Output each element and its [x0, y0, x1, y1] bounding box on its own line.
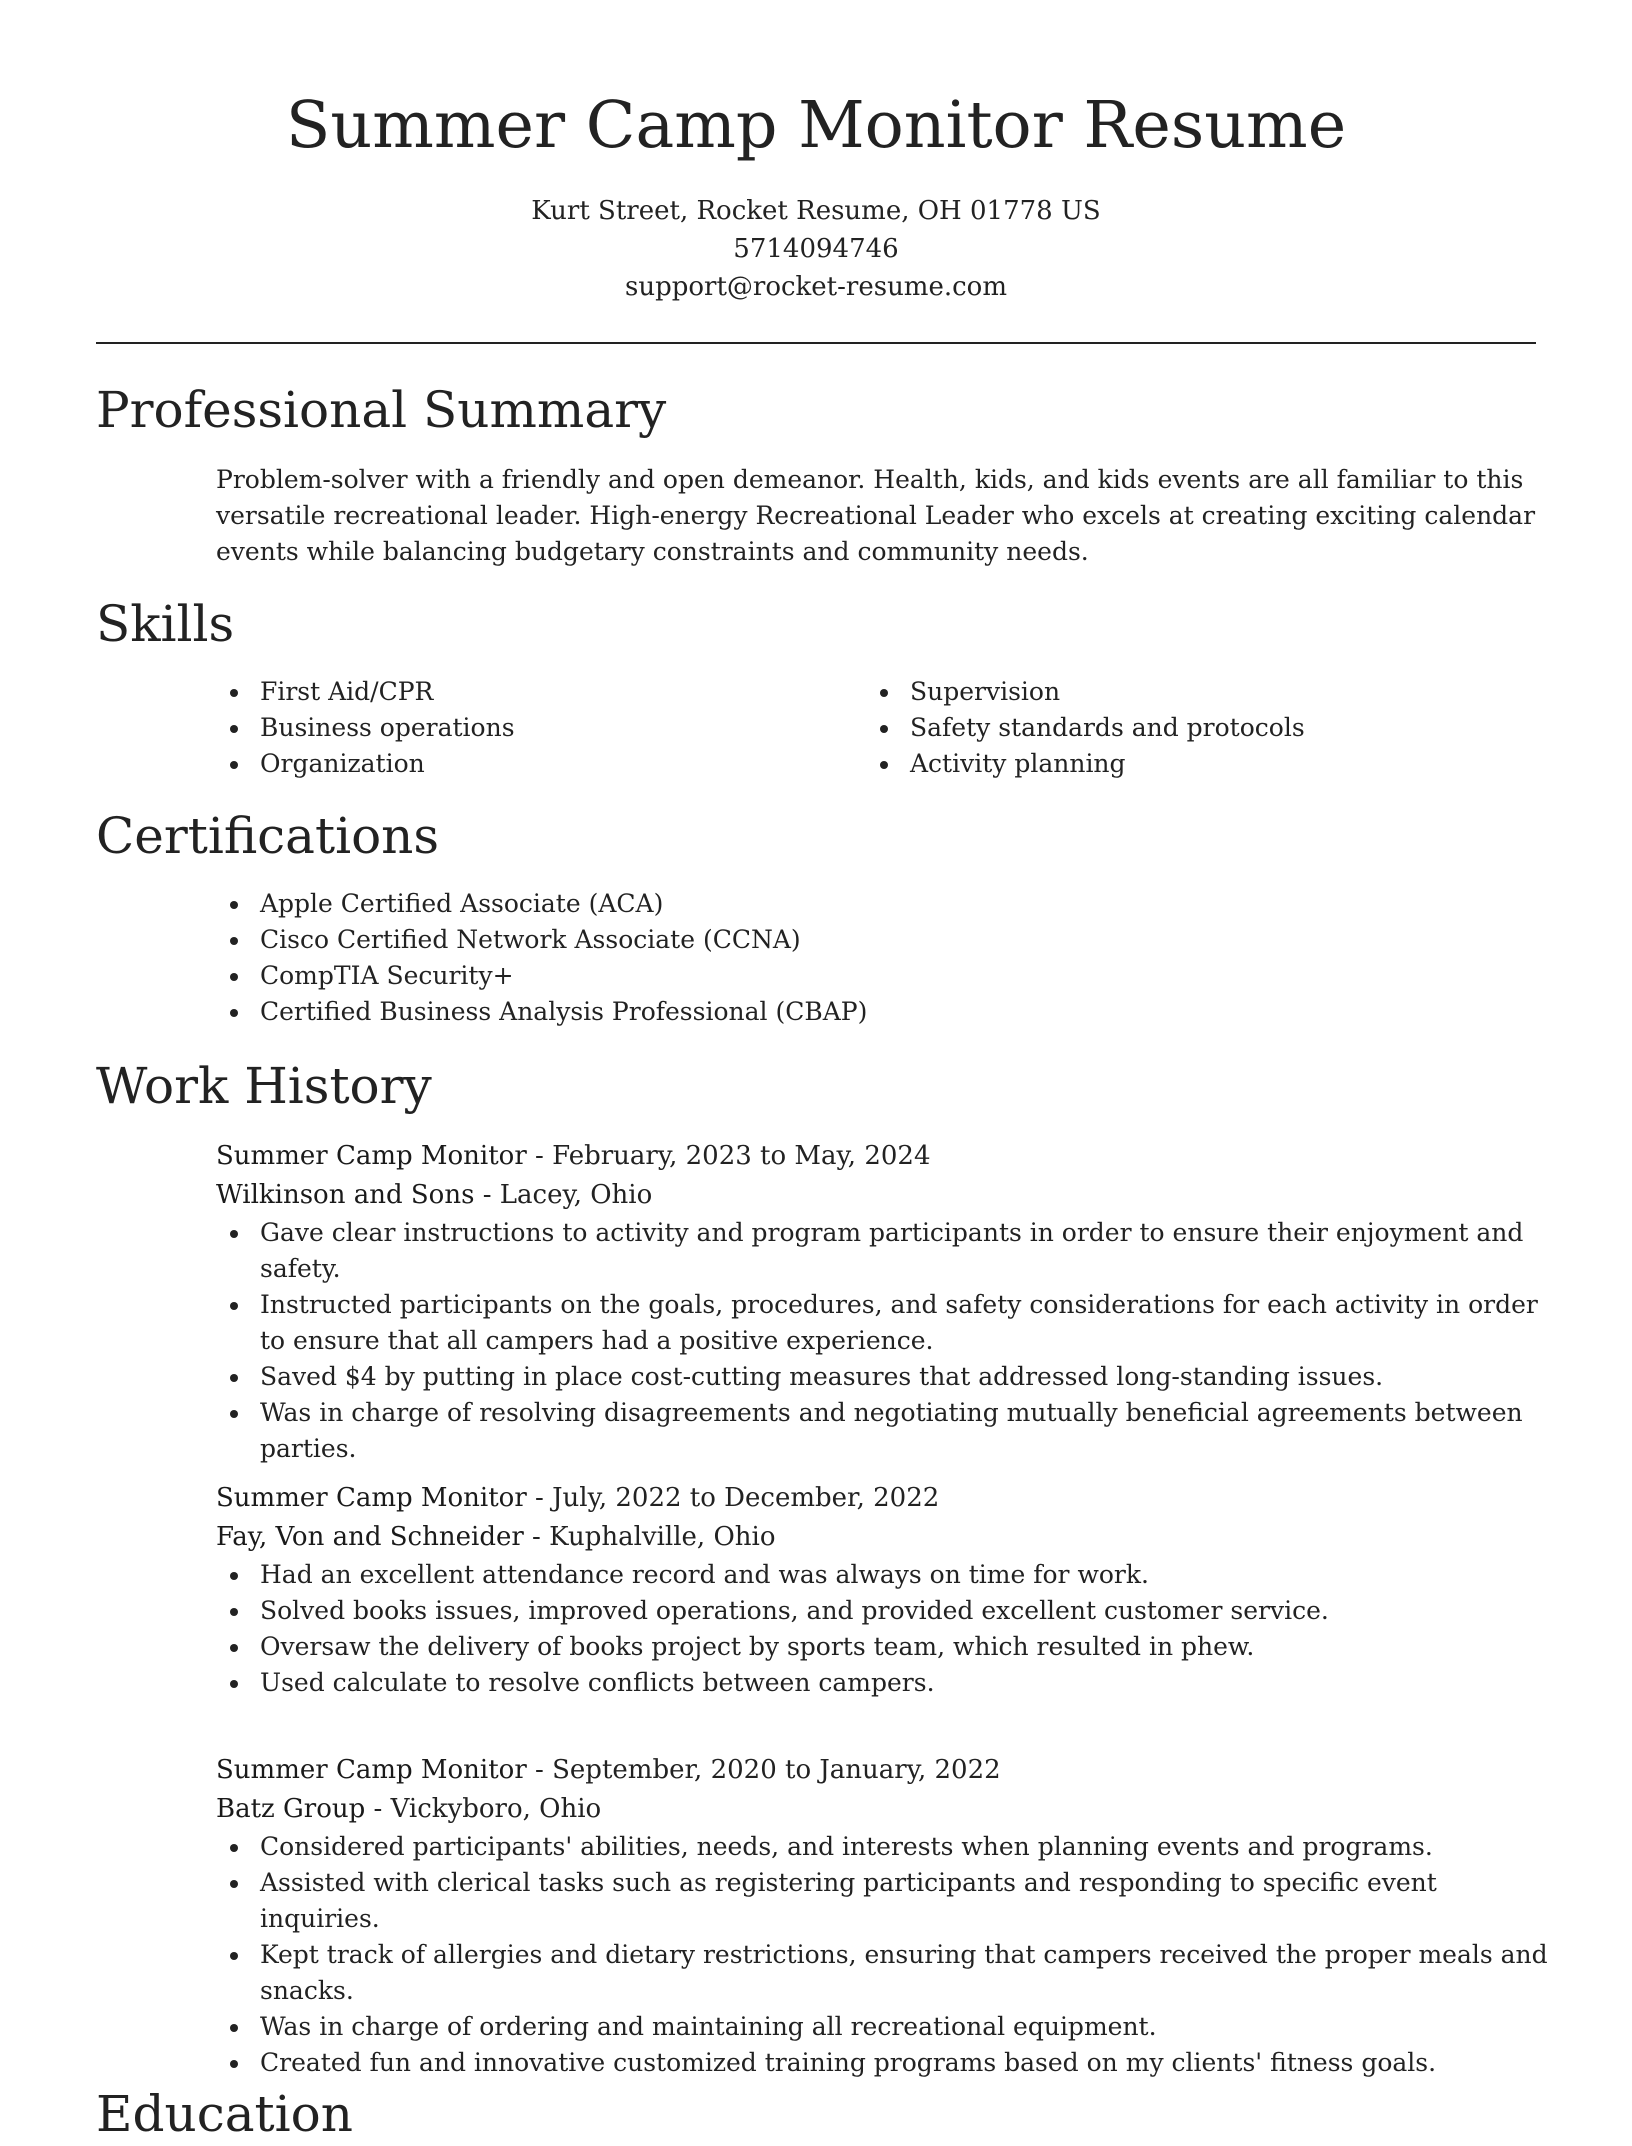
job-dates: July, 2022 to December, 2022: [552, 1483, 940, 1513]
job-company-line: [216, 1176, 1556, 1215]
job-entry: [216, 1137, 1556, 1467]
job-bullet: Used calculate to resolve conflicts between campers.: [216, 1665, 1556, 1701]
job-entry: [216, 1751, 1556, 2081]
job-company-line: [216, 1790, 1556, 1829]
job-company: Batz Group: [216, 1794, 366, 1824]
job-entry: [216, 1479, 1556, 1701]
job-bullet: Assisted with clerical tasks such as registering participants and responding to specific event inquiries.: [216, 1865, 1556, 1937]
job-company-line: [216, 1518, 1556, 1557]
job-bullet: Created fun and innovative customized training programs based on my clients' fitness goals.: [216, 2045, 1556, 2081]
job-bullet: Was in charge of resolving disagreements and negotiating mutually beneficial agreements between parties.: [216, 1395, 1556, 1467]
job-bullet: Was in charge of ordering and maintaining all recreational equipment.: [216, 2009, 1556, 2045]
contact-address: Kurt Street, Rocket Resume, OH 01778 US: [531, 196, 1101, 226]
job-dates: February, 2023 to May, 2024: [552, 1141, 931, 1171]
certifications-heading: Certifications: [96, 807, 440, 865]
job-location: Lacey, Ohio: [499, 1180, 653, 1210]
job-title: Summer Camp Monitor: [216, 1483, 527, 1513]
job-separator: -: [526, 1483, 553, 1513]
skill-item: Supervision: [866, 674, 1516, 710]
job-location: Kuphalville, Ohio: [549, 1522, 776, 1552]
job-bullet: Oversaw the delivery of books project by sports team, which resulted in phew.: [216, 1629, 1556, 1665]
job-bullet: Saved $4 by putting in place cost-cutting measures that addressed long-standing issues.: [216, 1359, 1556, 1395]
summary-heading: Professional Summary: [96, 381, 667, 439]
summary-text: Problem-solver with a friendly and open demeanor. Health, kids, and kids events are all familiar to this versatile recreational leader. High-energy Recreational Leader who excels at creating exciting calendar events while balancing budgetary constraints and community needs.: [216, 465, 1536, 566]
resume-title: Summer Camp Monitor Resume: [285, 88, 1347, 163]
certifications-section: [96, 804, 1536, 868]
job-bullet: Solved books issues, improved operations, and provided excellent customer service.: [216, 1593, 1556, 1629]
job-title-line: [216, 1479, 1556, 1518]
skills-column-left: [216, 674, 866, 782]
job-bullets: [216, 1215, 1556, 1467]
job-bullet: Instructed participants on the goals, procedures, and safety considerations for each activity in order to ensure that all campers had a positive experience.: [216, 1287, 1556, 1359]
header-divider: [96, 342, 1536, 344]
skills-heading: Skills: [96, 595, 235, 653]
certifications-list: [216, 886, 1536, 1030]
job-separator: -: [526, 1755, 553, 1785]
education-heading: Education: [96, 2085, 353, 2143]
skill-item: Business operations: [216, 710, 866, 746]
job-separator: -: [523, 1522, 550, 1552]
job-bullets: [216, 1829, 1556, 2081]
work-history-section: [96, 1054, 1536, 1118]
education-section: [96, 2082, 1536, 2146]
certification-item: CompTIA Security+: [216, 958, 1536, 994]
job-company: Fay, Von and Schneider: [216, 1522, 524, 1552]
job-bullet: Considered participants' abilities, needs, and interests when planning events and programs.: [216, 1829, 1556, 1865]
contact-block: [0, 192, 1632, 306]
skills-section: [96, 592, 1536, 656]
skill-item: First Aid/CPR: [216, 674, 866, 710]
work-history-heading: Work History: [96, 1057, 432, 1115]
skills-column-right: [866, 674, 1516, 782]
job-bullet: Gave clear instructions to activity and program participants in order to ensure their enjoyment and safety.: [216, 1215, 1556, 1287]
skill-item: Safety standards and protocols: [866, 710, 1516, 746]
job-separator: -: [526, 1141, 553, 1171]
job-title-line: [216, 1751, 1556, 1790]
contact-email: support@rocket-resume.com: [624, 272, 1007, 302]
job-title-line: [216, 1137, 1556, 1176]
job-bullets: [216, 1557, 1556, 1701]
certification-item: Apple Certified Associate (ACA): [216, 886, 1536, 922]
job-location: Vickyboro, Ohio: [390, 1794, 602, 1824]
job-bullet: Kept track of allergies and dietary restrictions, ensuring that campers received the proper meals and snacks.: [216, 1937, 1556, 2009]
summary-section: [96, 378, 1536, 442]
certification-item: Cisco Certified Network Associate (CCNA): [216, 922, 1536, 958]
skill-item: Activity planning: [866, 746, 1516, 782]
skills-list: [216, 674, 1536, 782]
job-title: Summer Camp Monitor: [216, 1755, 527, 1785]
skill-item: Organization: [216, 746, 866, 782]
contact-phone: 5714094746: [733, 234, 899, 264]
job-dates: September, 2020 to January, 2022: [552, 1755, 1001, 1785]
job-separator: -: [474, 1180, 500, 1210]
certification-item: Certified Business Analysis Professional (CBAP): [216, 994, 1536, 1030]
job-company: Wilkinson and Sons: [216, 1180, 475, 1210]
job-bullet: Had an excellent attendance record and was always on time for work.: [216, 1557, 1556, 1593]
job-title: Summer Camp Monitor: [216, 1141, 527, 1171]
job-separator: -: [365, 1794, 391, 1824]
